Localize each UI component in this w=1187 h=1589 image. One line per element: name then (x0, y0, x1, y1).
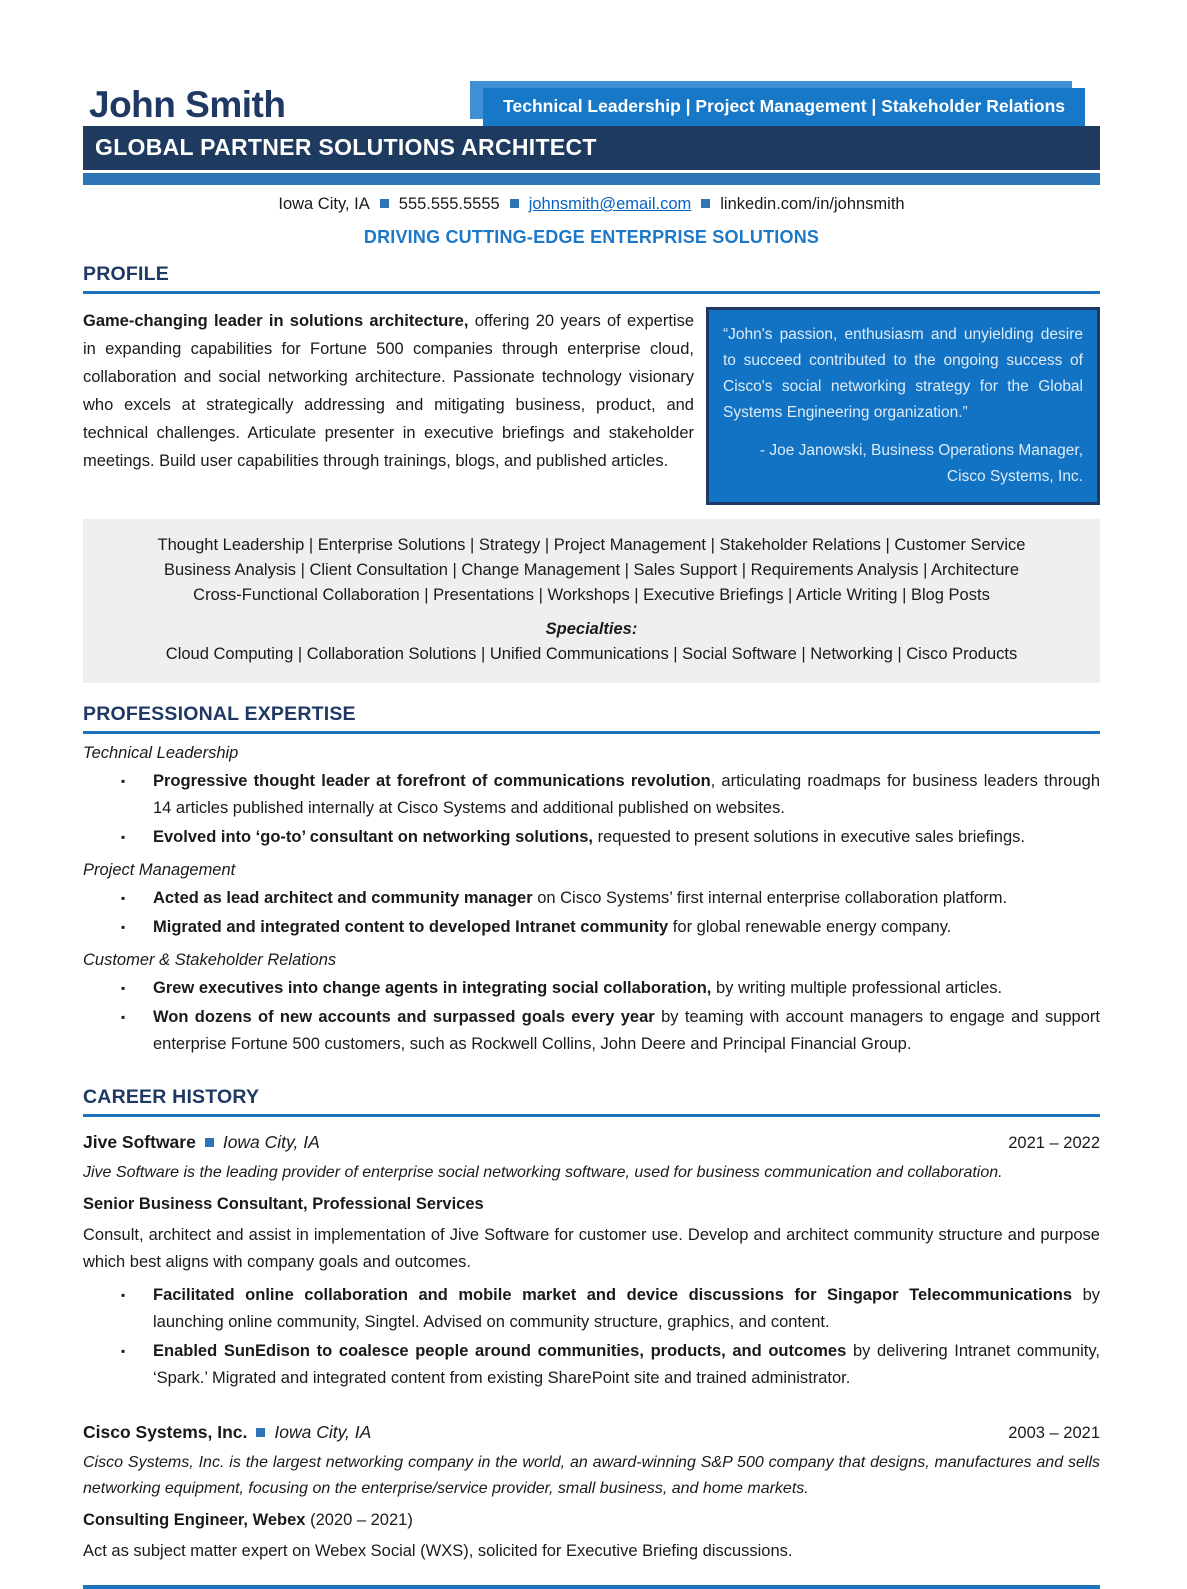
expertise-group-title: Project Management (83, 861, 236, 879)
bullet-square-icon: ▪ (121, 830, 126, 844)
bullet-square-icon: ▪ (121, 1010, 126, 1024)
contact-phone: 555.555.5555 (398, 195, 500, 213)
separator-square-icon (701, 199, 710, 208)
expertise-group-title: Customer & Stakeholder Relations (83, 951, 337, 969)
bullet-square-icon: ▪ (121, 774, 126, 788)
bullet-rest-text: for global renewable energy company. (668, 918, 952, 936)
job-summary: Consult, architect and assist in implementation of Jive Software for customer use. Develop and architect community structure and purpose which best aligns with company goals and outcomes. (83, 1226, 1100, 1271)
company-name: Cisco Systems, Inc. (83, 1422, 248, 1442)
bullet-bold-text: Progressive thought leader at forefront of communications revolution (153, 772, 711, 790)
job-location: Iowa City, IA (222, 1132, 320, 1152)
job-header (83, 1422, 1100, 1443)
bullet-square-icon: ▪ (121, 1344, 126, 1358)
contact-line (83, 195, 1100, 214)
expertise-section (83, 744, 1100, 1058)
role-title (83, 1511, 1100, 1530)
person-name: John Smith (89, 84, 286, 125)
bullet-rest-text: by launching online community, Singtel. Advised on community structure, graphics, and content. (153, 1286, 1101, 1331)
bullet-square-icon: ▪ (121, 891, 126, 905)
role-title (83, 1195, 1100, 1214)
job-location: Iowa City, IA (274, 1422, 372, 1442)
list-item (83, 1338, 1100, 1392)
list-item (83, 975, 1100, 1002)
bullet-rest-text: requested to present solutions in executive sales briefings. (593, 828, 1025, 846)
separator-square-icon (205, 1138, 214, 1147)
header (83, 0, 1100, 126)
expertise-group-title: Technical Leadership (83, 744, 239, 762)
bullet-bold-text: Grew executives into change agents in integrating social collaboration, (153, 979, 712, 997)
skills-line: Cross-Functional Collaboration | Presentations | Workshops | Executive Briefings | Article Writing | Blog Posts (193, 586, 990, 604)
bullet-rest-text: by delivering Intranet community, ‘Spark.’ Migrated and integrated content from existing SharePoint site and trained administrator. (153, 1342, 1100, 1387)
bullet-rest-text: on Cisco Systems’ first internal enterprise collaboration platform. (532, 889, 1008, 907)
role-title-text: Consulting Engineer, Webex (83, 1511, 306, 1529)
profile-summary-rest: offering 20 years of expertise in expanding capabilities for Fortune 500 companies through enterprise cloud, collaboration and social networking architecture. Passionate technology visionary who excels at strategically addressing and mitigating business, product, and technical challenges. Articulate presenter in executive briefings and stakeholder meetings. Build user capabilities through trainings, blogs, and published articles. (83, 312, 694, 470)
quote-text: “John's passion, enthusiasm and unyielding desire to succeed contributed to the ongoing success of Cisco's social networking strategy for the Global Systems Engineering organization.” (723, 326, 1083, 421)
company-name: Jive Software (83, 1132, 196, 1152)
separator-square-icon (510, 199, 519, 208)
list-item (83, 1004, 1100, 1058)
job-entry (83, 1422, 1100, 1565)
expertise-bullet-list (83, 975, 1100, 1058)
profile-heading: PROFILE (83, 263, 1100, 294)
profile-summary-lead: Game-changing leader in solutions architecture, (83, 312, 469, 330)
contact-linkedin: linkedin.com/in/johnsmith (720, 195, 905, 213)
bullet-rest-text: by teaming with account managers to engage and support enterprise Fortune 500 customers, such as Rockwell Collins, John Deere and Principal Financial Group. (153, 1008, 1100, 1053)
expertise-bullet-list (83, 885, 1100, 941)
skills-box (83, 519, 1100, 683)
skills-line: Business Analysis | Client Consultation | Change Management | Sales Support | Requirements Analysis | Architecture (163, 561, 1020, 579)
testimonial-quote-box (706, 307, 1100, 505)
bullet-square-icon: ▪ (121, 920, 126, 934)
separator-square-icon (380, 199, 389, 208)
role-title-text: Senior Business Consultant, Professional Services (83, 1195, 484, 1213)
specialties-label: Specialties: (545, 620, 638, 638)
bullet-rest-text: by writing multiple professional articles. (711, 979, 1003, 997)
company-description: Cisco Systems, Inc. is the largest networking company in the world, an award-winning S&P 500 company that designs, manufactures and sells networking equipment, focusing on the enterprise/service provider, small business, and home markets. (83, 1454, 1100, 1497)
expertise-heading: PROFESSIONAL EXPERTISE (83, 703, 1100, 734)
quote-attribution (723, 438, 1083, 490)
list-item (83, 768, 1100, 822)
job-header (83, 1132, 1100, 1153)
bullet-rest-text: , articulating roadmaps for business leaders through 14 articles published internally at Cisco Systems and additional published on websites. (153, 772, 1101, 817)
headline: DRIVING CUTTING-EDGE ENTERPRISE SOLUTIONS (363, 227, 820, 247)
role-dates: (2020 – 2021) (310, 1511, 413, 1529)
job-title-banner: GLOBAL PARTNER SOLUTIONS ARCHITECT (83, 126, 1100, 170)
contact-location: Iowa City, IA (278, 195, 370, 213)
specialties-line: Cloud Computing | Collaboration Solutions | Unified Communications | Social Software | Networking | Cisco Products (165, 645, 1018, 663)
list-item (83, 824, 1100, 851)
career-heading: CAREER HISTORY (83, 1086, 1100, 1117)
tagline-banner: Technical Leadership | Project Management | Stakeholder Relations (483, 88, 1085, 126)
bullet-bold-text: Evolved into ‘go-to’ consultant on networking solutions, (153, 828, 593, 846)
footer-rule (83, 1585, 1100, 1589)
bullet-square-icon: ▪ (121, 1288, 126, 1302)
job-bullet-list (83, 1282, 1100, 1392)
bullet-bold-text: Enabled SunEdison to coalesce people around communities, products, and outcomes (153, 1342, 847, 1360)
company-description: Jive Software is the leading provider of enterprise social networking software, used for business communication and collaboration. (83, 1164, 1003, 1181)
list-item (83, 914, 1100, 941)
list-item (83, 1282, 1100, 1336)
accent-strip (83, 173, 1100, 185)
bullet-bold-text: Won dozens of new accounts and surpassed goals every year (153, 1008, 655, 1026)
bullet-bold-text: Facilitated online collaboration and mobile market and device discussions for Singapor Telecommunications (153, 1286, 1073, 1304)
profile-summary (83, 307, 694, 505)
quote-attribution-line1: - Joe Janowski, Business Operations Manager, (759, 442, 1083, 459)
separator-square-icon (256, 1428, 265, 1437)
expertise-bullet-list (83, 768, 1100, 851)
list-item (83, 885, 1100, 912)
bullet-square-icon: ▪ (121, 981, 126, 995)
skills-line: Thought Leadership | Enterprise Solutions | Strategy | Project Management | Stakeholder Relations | Customer Service (157, 536, 1026, 554)
bullet-bold-text: Migrated and integrated content to developed Intranet community (153, 918, 669, 936)
email-link[interactable]: johnsmith@email.com (528, 195, 692, 213)
job-dates: 2021 – 2022 (1008, 1134, 1100, 1152)
job-entry (83, 1132, 1100, 1392)
job-summary: Act as subject matter expert on Webex Social (WXS), solicited for Executive Briefing discussions. (83, 1542, 793, 1560)
quote-attribution-line2: Cisco Systems, Inc. (946, 468, 1083, 485)
job-dates: 2003 – 2021 (1008, 1424, 1100, 1442)
profile-section (83, 307, 1100, 505)
bullet-bold-text: Acted as lead architect and community manager (153, 889, 533, 907)
